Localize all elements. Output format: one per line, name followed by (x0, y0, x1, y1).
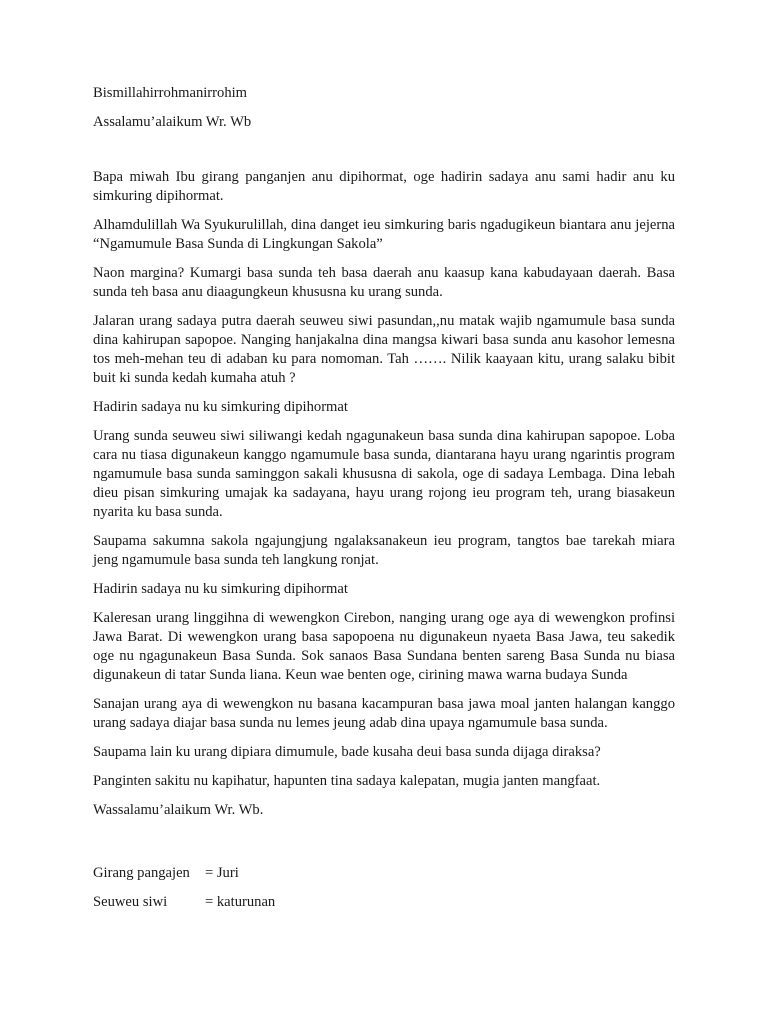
glossary-definition: = katurunan (205, 894, 276, 910)
opening-line: Bismillahirrohmanirrohim (93, 85, 248, 101)
paragraph: Naon margina? Kumargi basa sunda teh basa daerah anu kaasup kana kabudayaan daerah. Basa sunda teh basa anu diaagungkeun khususna ku urang sunda. (93, 265, 675, 300)
glossary-term: Girang pangajen (93, 865, 190, 881)
paragraph: Bapa miwah Ibu girang panganjen anu dipihormat, oge hadirin sadaya anu sami hadir anu ku simkuring dipihormat. (93, 169, 675, 204)
paragraph: Hadirin sadaya nu ku simkuring dipihormat (93, 399, 348, 415)
paragraph: Sanajan urang aya di wewengkon nu basana kacampuran basa jawa moal janten halangan kanggo urang sadaya diajar basa sunda nu lemes jeung adab dina upaya ngamumule basa sunda. (93, 696, 675, 731)
glossary-term: Seuweu siwi (93, 894, 168, 910)
glossary-definition: = Juri (205, 865, 239, 881)
spacer (93, 830, 675, 864)
paragraph: Hadirin sadaya nu ku simkuring dipihormat (93, 581, 348, 597)
paragraph: Saupama sakumna sakola ngajungjung ngalaksanakeun ieu program, tangtos bae tarekah miara jeng ngamumule basa sunda teh langkung ronjat. (93, 533, 675, 568)
closing-line: Wassalamu’alaikum Wr. Wb. (93, 802, 264, 818)
paragraph: Panginten sakitu nu kapihatur, hapunten tina sadaya kalepatan, mugia janten mangfaat. (93, 773, 601, 789)
glossary-entry (93, 864, 675, 883)
paragraph: Jalaran urang sadaya putra daerah seuweu siwi pasundan,,nu matak wajib ngamumule basa sunda dina kahirupan sapopoe. Nanging hanjakalna dina mangsa kiwari basa sunda anu kasohor lemesna tos meh-mehan teu di adaban ku para nomoman. Tah ……. Nilik kaayaan kitu, urang salaku bibit buit ki sunda kedah kumaha atuh ? (93, 313, 675, 386)
greeting-line: Assalamu’alaikum Wr. Wb (93, 114, 252, 130)
document-page (93, 84, 675, 922)
paragraph: Urang sunda seuweu siwi siliwangi kedah ngagunakeun basa sunda dina kahirupan sapopoe. Loba cara nu tiasa digunakeun kanggo ngamumule basa sunda, diantarana hayu urang ngarintis program ngamumule basa sunda saminggon sakali khususna di sakola, oge di sadaya Lembaga. Dina lebah dieu pisan simkuring umajak ka sadayana, hayu urang rojong ieu program teh, urang biasakeun nyarita ku basa sunda. (93, 428, 675, 520)
paragraph: Saupama lain ku urang dipiara dimumule, bade kusaha deui basa sunda dijaga diraksa? (93, 744, 601, 760)
paragraph: Kaleresan urang linggihna di wewengkon Cirebon, nanging urang oge aya di wewengkon profinsi Jawa Barat. Di wewengkon urang basa sapopoena nu digunakeun nyaeta Basa Jawa, teu sakedik oge nu ngagunakeun Basa Sunda. Sok sanaos Basa Sundana benten sareng Basa Sunda nu biasa digunakeun di tatar Sunda liana. Keun wae benten oge, cirining mawa warna budaya Sunda (93, 610, 675, 683)
spacer (93, 142, 675, 168)
glossary-entry (93, 893, 675, 912)
paragraph: Alhamdulillah Wa Syukurulillah, dina danget ieu simkuring baris ngadugikeun biantara anu jejerna “Ngamumule Basa Sunda di Lingkungan Sakola” (93, 217, 675, 252)
